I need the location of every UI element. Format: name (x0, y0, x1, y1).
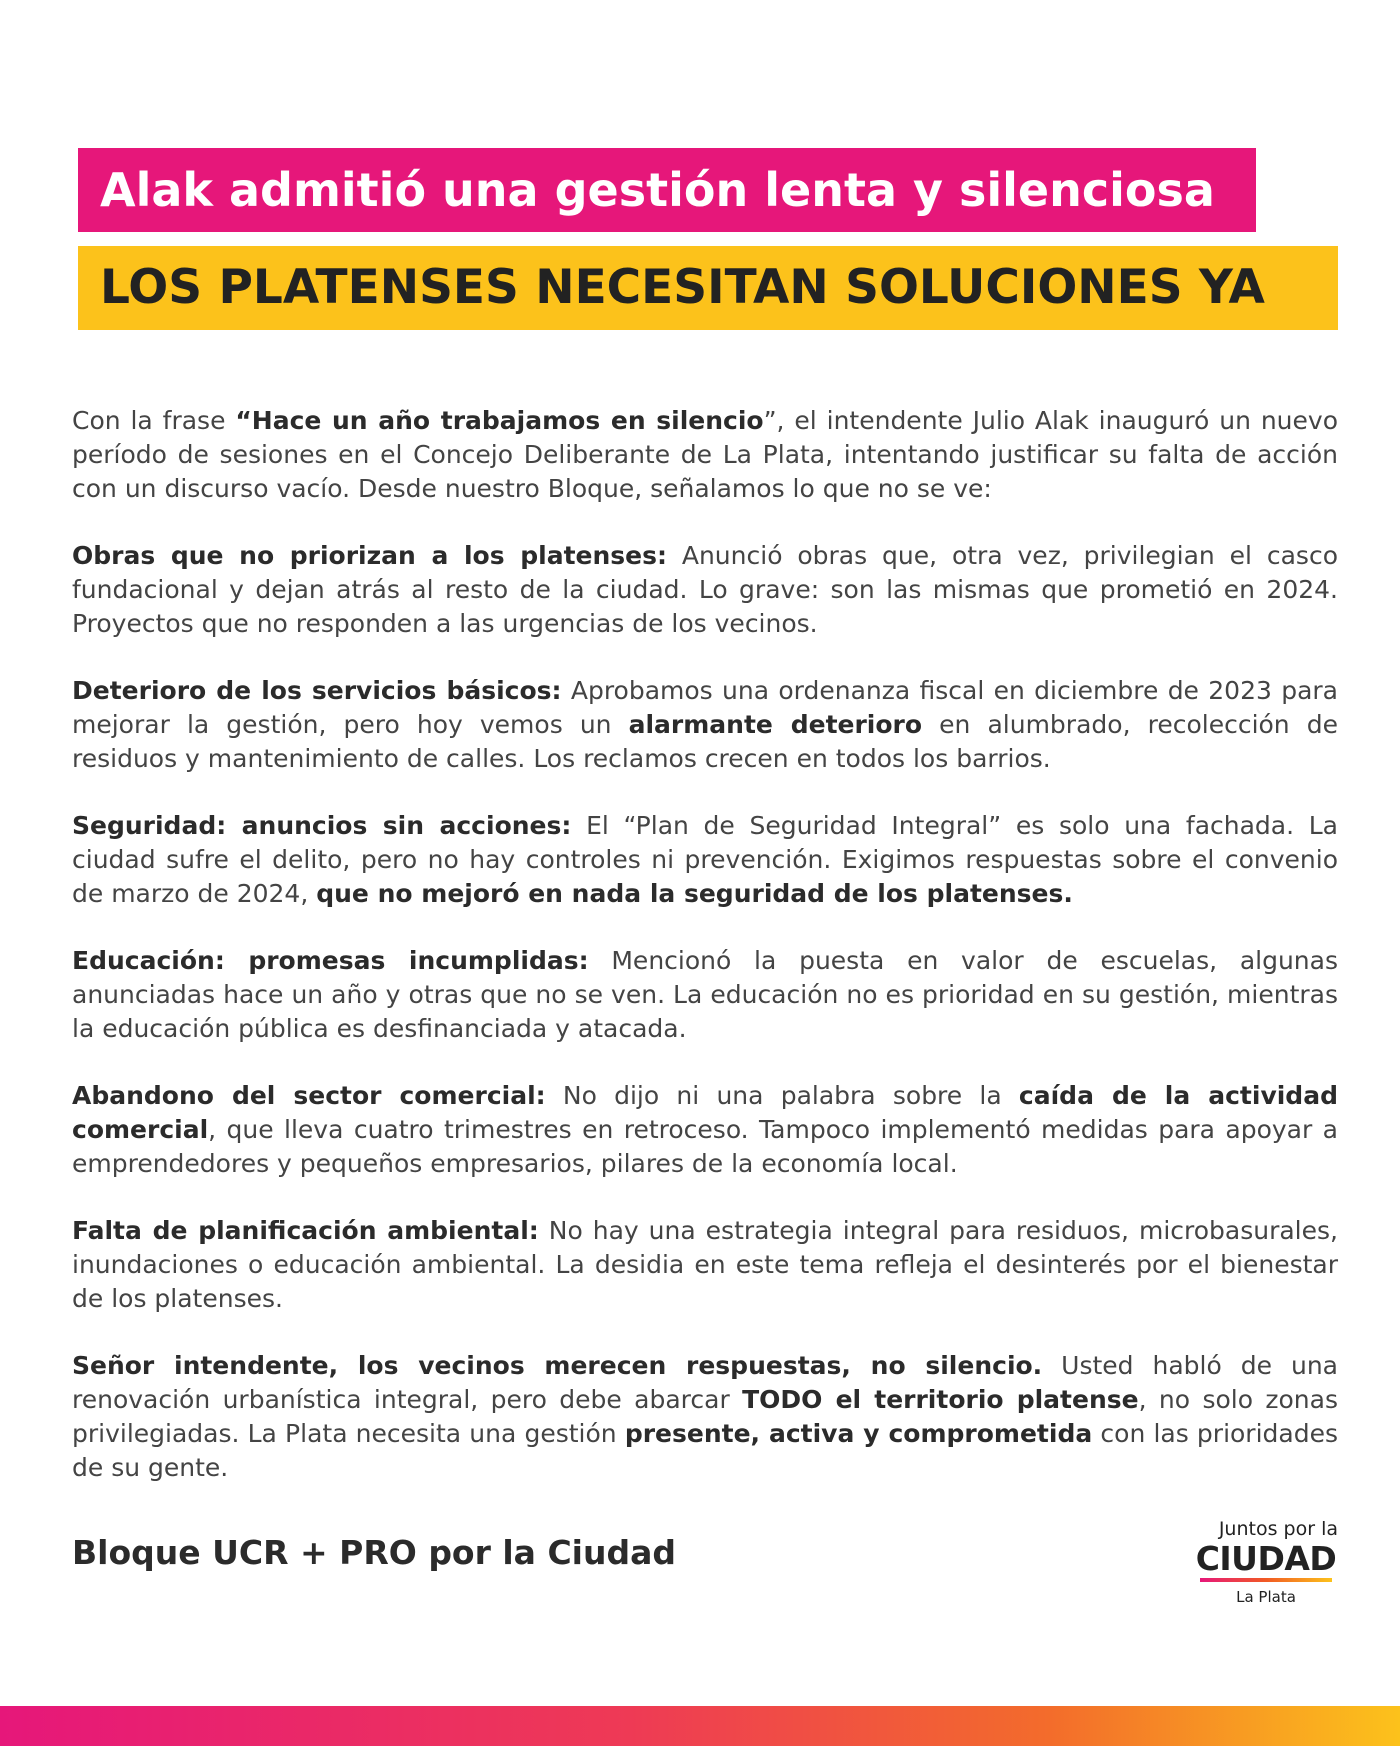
cierre-text-2: , no solo zonas privilegiadas. La Plata necesita una gestión (72, 1385, 1338, 1448)
obras-text: Anunció obras que, otra vez, privilegian el casco fundacional y dejan atrás al resto de la ciudad. Lo grave: son las mismas que prometió en 2024. Proyectos que no responden a las urgencias de los vecinos. (72, 541, 1338, 638)
logo-gradient-line (1200, 1578, 1332, 1582)
comercio-text-1: No dijo ni una palabra sobre la (545, 1081, 1019, 1110)
cierre-emphasis-1: TODO el territorio platense (742, 1385, 1139, 1414)
cierre-emphasis-2: presente, activa y comprometida (624, 1419, 1093, 1448)
ambiente-text: No hay una estrategia integral para residuos, microbasurales, inundaciones o educación ambiental. La desidia en este tema refleja el desinterés por el bienestar de los platenses. (72, 1216, 1338, 1313)
seguridad-heading: Seguridad: anuncios sin acciones: (72, 811, 572, 840)
comercio-emphasis: caída de la actividad comercial (72, 1081, 1338, 1144)
bottom-gradient-bar (0, 1706, 1400, 1746)
servicios-text-2: en alumbrado, recolección de residuos y mantenimiento de calles. Los reclamos crecen en todos los barrios. (72, 710, 1338, 773)
seguridad-text: El “Plan de Seguridad Integral” es solo una fachada. La ciudad sufre el delito, pero no hay controles ni prevención. Exigimos respuestas sobre el convenio de marzo de 2024, (72, 811, 1339, 908)
educacion-heading: Educación: promesas incumplidas: (72, 946, 589, 975)
paragraph-intro (72, 404, 1338, 506)
subheadline-banner (78, 246, 1338, 330)
logo-main-text: CIUDAD (1195, 1539, 1337, 1578)
paragraph-obras (72, 539, 1338, 641)
signature: Bloque UCR + PRO por la Ciudad (72, 1533, 676, 1572)
headline-banner (78, 148, 1256, 232)
statement-body (72, 404, 1338, 1518)
comercio-heading: Abandono del sector comercial: (72, 1081, 546, 1110)
educacion-text: Mencionó la puesta en valor de escuelas, algunas anunciadas hace un año y otras que no se ven. La educación no es prioridad en su gestión, mientras la educación pública es desfinanciada y atacada. (72, 946, 1338, 1043)
paragraph-comercio (72, 1079, 1338, 1181)
intro-quote: “Hace un año trabajamos en silencio (235, 406, 764, 435)
cierre-text-3: con las prioridades de su gente. (72, 1419, 1338, 1482)
paragraph-ambiente (72, 1214, 1338, 1316)
paragraph-educacion (72, 944, 1338, 1046)
paragraph-cierre (72, 1349, 1338, 1485)
servicios-text-1: Aprobamos una ordenanza fiscal en diciembre de 2023 para mejorar la gestión, pero hoy vemos un (72, 676, 1338, 739)
servicios-heading: Deterioro de los servicios básicos: (72, 676, 562, 705)
intro-text-1: Con la frase (72, 406, 236, 435)
cierre-heading: Señor intendente, los vecinos merecen respuestas, no silencio. (72, 1351, 1043, 1380)
paragraph-seguridad (72, 809, 1338, 911)
ambiente-heading: Falta de planificación ambiental: (72, 1216, 539, 1245)
servicios-emphasis: alarmante deterioro (628, 710, 923, 739)
juntos-por-la-ciudad-logo (1186, 1518, 1346, 1608)
obras-heading: Obras que no priorizan a los platenses: (72, 541, 667, 570)
logo-sub-text: La Plata (1236, 1588, 1296, 1606)
seguridad-emphasis: que no mejoró en nada la seguridad de los platenses. (316, 879, 1073, 908)
headline-title: Alak admitió una gestión lenta y silenciosa (100, 163, 1215, 217)
cierre-text-1: Usted habló de una renovación urbanística integral, pero debe abarcar (72, 1351, 1338, 1414)
paragraph-servicios (72, 674, 1338, 776)
logo-top-text: Juntos por la (1218, 1518, 1338, 1540)
intro-text-2: ”, el intendente Julio Alak inauguró un nuevo período de sesiones en el Concejo Deliberante de La Plata, intentando justificar su falta de acción con un discurso vacío. Desde nuestro Bloque, señalamos lo que no se ve: (72, 406, 1338, 503)
comercio-text-2: , que lleva cuatro trimestres en retroceso. Tampoco implementó medidas para apoyar a emprendedores y pequeños empresarios, pilares de la economía local. (72, 1115, 1338, 1178)
headline-subtitle: LOS PLATENSES NECESITAN SOLUCIONES YA (100, 260, 1265, 315)
